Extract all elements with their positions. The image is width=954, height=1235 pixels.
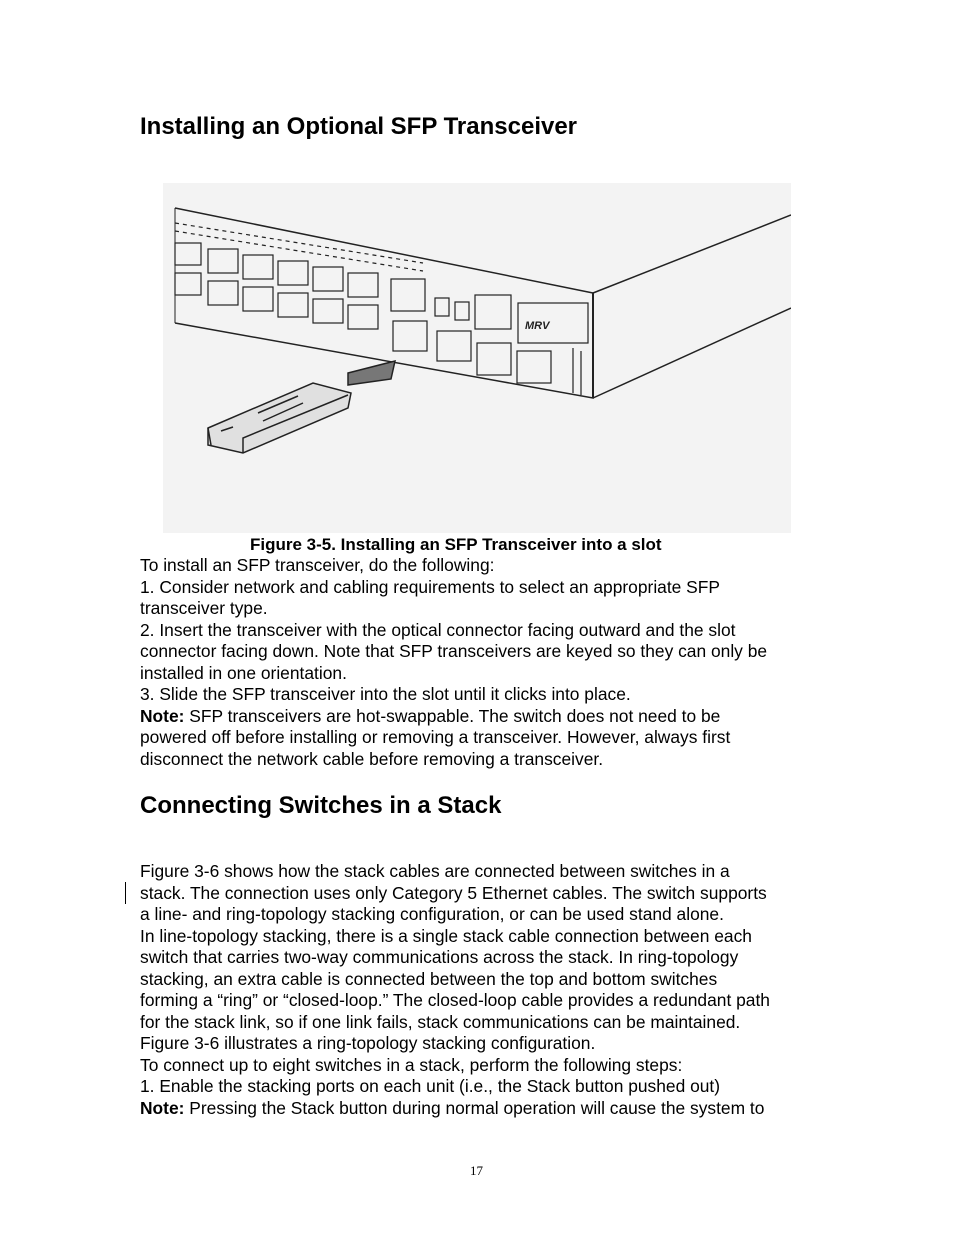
body-line: 1. Consider network and cabling requirements to select an appropriate SFP	[140, 576, 721, 597]
note-label: Note:	[140, 1097, 185, 1118]
note-line	[140, 1098, 770, 1120]
body-line: To connect up to eight switches in a stack, perform the following steps:	[140, 1054, 683, 1075]
section-heading-stack: Connecting Switches in a Stack	[140, 792, 502, 819]
body-line: connector facing down. Note that SFP transceivers are keyed so they can only be	[140, 641, 768, 661]
body-line: disconnect the network cable before removing a transceiver.	[140, 748, 604, 769]
switch-illustration	[163, 183, 791, 533]
figure-caption: Figure 3-5. Installing an SFP Transceiver into a slot	[250, 535, 662, 554]
body-line: In line-topology stacking, there is a single stack cable connection between each	[140, 925, 752, 946]
body-line: 1. Enable the stacking ports on each unit (i.e., the Stack button pushed out)	[140, 1076, 721, 1096]
note-text: SFP transceivers are hot-swappable. The switch does not need to be	[184, 705, 721, 726]
page-number: 17	[470, 1163, 483, 1178]
section1-body	[140, 555, 767, 770]
note-text: Pressing the Stack button during normal operation will cause the system to	[184, 1097, 765, 1118]
body-line: powered off before installing or removing a transceiver. However, always first	[140, 727, 731, 747]
body-line: To install an SFP transceiver, do the following:	[140, 555, 495, 575]
section-heading-sfp: Installing an Optional SFP Transceiver	[140, 113, 578, 140]
body-line: installed in one orientation.	[140, 662, 347, 683]
body-line: transceiver type.	[140, 598, 268, 618]
note-label: Note:	[140, 705, 185, 726]
note-line	[140, 706, 767, 728]
body-line: Figure 3-6 illustrates a ring-topology stacking configuration.	[140, 1033, 596, 1053]
body-line: for the stack link, so if one link fails, stack communications can be maintained.	[140, 1011, 741, 1032]
revision-change-bar	[125, 882, 126, 904]
figure-sfp-install	[163, 183, 791, 533]
body-line: stacking, an extra cable is connected between the top and bottom switches	[140, 968, 718, 989]
body-line: Figure 3-6 shows how the stack cables are connected between switches in a	[140, 861, 730, 881]
body-line: forming a “ring” or “closed-loop.” The closed-loop cable provides a redundant path	[140, 990, 770, 1010]
body-line: 3. Slide the SFP transceiver into the slot until it clicks into place.	[140, 684, 631, 704]
body-line: 2. Insert the transceiver with the optical connector facing outward and the slot	[140, 619, 736, 640]
body-line: a line- and ring-topology stacking configuration, or can be used stand alone.	[140, 904, 724, 924]
section2-body	[140, 861, 770, 1119]
body-line: switch that carries two-way communications across the stack. In ring-topology	[140, 947, 739, 967]
figure-logo-text: MRV	[525, 320, 550, 332]
body-line: stack. The connection uses only Category 5 Ethernet cables. The switch supports	[140, 882, 767, 903]
